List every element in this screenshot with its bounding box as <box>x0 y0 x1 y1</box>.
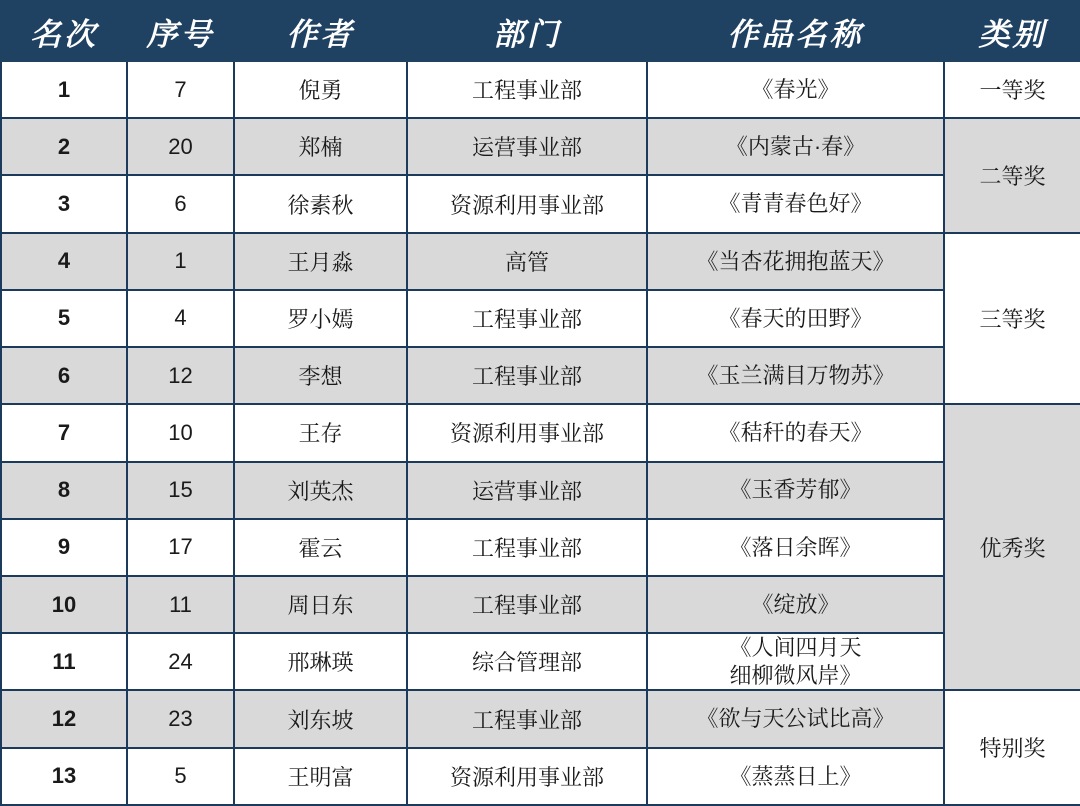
cell-author: 刘英杰 <box>234 462 407 519</box>
cell-title-line1: 《秸秆的春天》 <box>718 420 873 446</box>
cell-rank: 9 <box>1 519 127 576</box>
cell-seq: 7 <box>127 61 234 118</box>
cell-category: 特别奖 <box>944 690 1080 805</box>
cell-rank: 8 <box>1 462 127 519</box>
cell-author: 王明富 <box>234 748 407 805</box>
cell-author: 周日东 <box>234 576 407 633</box>
cell-seq: 15 <box>127 462 234 519</box>
cell-seq: 5 <box>127 748 234 805</box>
table-body <box>1 61 1080 805</box>
cell-title-line1: 《玉兰满目万物苏》 <box>696 362 895 388</box>
cell-rank: 13 <box>1 748 127 805</box>
cell-dept: 工程事业部 <box>407 690 647 747</box>
column-header-rank: 名次 <box>1 1 127 61</box>
cell-title <box>647 61 944 118</box>
cell-title <box>647 233 944 290</box>
cell-title-line1: 《绽放》 <box>751 591 840 617</box>
cell-rank: 4 <box>1 233 127 290</box>
cell-title <box>647 690 944 747</box>
cell-dept: 高管 <box>407 233 647 290</box>
cell-seq: 1 <box>127 233 234 290</box>
cell-author: 王月淼 <box>234 233 407 290</box>
cell-dept: 资源利用事业部 <box>407 404 647 461</box>
cell-title-line2: 细柳微风岸》 <box>729 662 862 688</box>
cell-title-line1: 《当杏花拥抱蓝天》 <box>696 248 895 274</box>
table-row <box>1 175 1080 232</box>
cell-seq: 10 <box>127 404 234 461</box>
cell-title-line1: 《春光》 <box>751 76 840 102</box>
table-row <box>1 576 1080 633</box>
cell-title <box>647 347 944 404</box>
cell-rank: 3 <box>1 175 127 232</box>
cell-title-line1: 《玉香芳郁》 <box>729 477 862 503</box>
cell-rank: 1 <box>1 61 127 118</box>
cell-author: 王存 <box>234 404 407 461</box>
table-row <box>1 118 1080 175</box>
cell-rank: 7 <box>1 404 127 461</box>
cell-title <box>647 175 944 232</box>
column-header-author: 作者 <box>234 1 407 61</box>
cell-seq: 6 <box>127 175 234 232</box>
table-row <box>1 404 1080 461</box>
cell-dept: 资源利用事业部 <box>407 748 647 805</box>
cell-title-line1: 《青青春色好》 <box>718 191 873 217</box>
cell-title <box>647 290 944 347</box>
cell-category: 优秀奖 <box>944 404 1080 690</box>
cell-title <box>647 633 944 690</box>
cell-author: 邢琳瑛 <box>234 633 407 690</box>
cell-seq: 24 <box>127 633 234 690</box>
cell-seq: 23 <box>127 690 234 747</box>
cell-seq: 20 <box>127 118 234 175</box>
cell-title-line1: 《内蒙古·春》 <box>725 134 866 160</box>
table-row <box>1 690 1080 747</box>
cell-rank: 12 <box>1 690 127 747</box>
cell-seq: 4 <box>127 290 234 347</box>
cell-category: 二等奖 <box>944 118 1080 232</box>
cell-dept: 资源利用事业部 <box>407 175 647 232</box>
cell-rank: 6 <box>1 347 127 404</box>
table-header <box>1 1 1080 61</box>
table-row <box>1 233 1080 290</box>
column-header-dept: 部门 <box>407 1 647 61</box>
cell-author: 刘东坡 <box>234 690 407 747</box>
column-header-category: 类别 <box>944 1 1080 61</box>
table-row <box>1 290 1080 347</box>
cell-author: 徐素秋 <box>234 175 407 232</box>
cell-seq: 11 <box>127 576 234 633</box>
cell-rank: 2 <box>1 118 127 175</box>
cell-title-line1: 《欲与天公试比高》 <box>696 706 895 732</box>
table-row <box>1 462 1080 519</box>
cell-title-line1: 《蒸蒸日上》 <box>729 763 862 789</box>
cell-author: 郑楠 <box>234 118 407 175</box>
cell-seq: 12 <box>127 347 234 404</box>
cell-category: 三等奖 <box>944 233 1080 405</box>
cell-dept: 工程事业部 <box>407 61 647 118</box>
table-row <box>1 347 1080 404</box>
cell-seq: 17 <box>127 519 234 576</box>
cell-dept: 综合管理部 <box>407 633 647 690</box>
cell-title-line1: 《落日余晖》 <box>729 534 862 560</box>
cell-rank: 10 <box>1 576 127 633</box>
cell-dept: 运营事业部 <box>407 462 647 519</box>
cell-title <box>647 748 944 805</box>
table-row <box>1 633 1080 690</box>
cell-dept: 工程事业部 <box>407 576 647 633</box>
cell-rank: 5 <box>1 290 127 347</box>
cell-dept: 工程事业部 <box>407 347 647 404</box>
cell-title <box>647 519 944 576</box>
cell-author: 倪勇 <box>234 61 407 118</box>
cell-title <box>647 404 944 461</box>
cell-author: 李想 <box>234 347 407 404</box>
table-row <box>1 519 1080 576</box>
cell-title <box>647 576 944 633</box>
table-row <box>1 61 1080 118</box>
cell-dept: 工程事业部 <box>407 290 647 347</box>
table-row <box>1 748 1080 805</box>
column-header-title: 作品名称 <box>647 1 944 61</box>
cell-title <box>647 118 944 175</box>
cell-title-line1: 《人间四月天 <box>729 635 862 661</box>
column-header-seq: 序号 <box>127 1 234 61</box>
cell-category: 一等奖 <box>944 61 1080 118</box>
cell-author: 罗小嫣 <box>234 290 407 347</box>
cell-rank: 11 <box>1 633 127 690</box>
cell-dept: 工程事业部 <box>407 519 647 576</box>
cell-title-line1: 《春天的田野》 <box>718 305 873 331</box>
cell-title <box>647 462 944 519</box>
cell-dept: 运营事业部 <box>407 118 647 175</box>
table-header-row <box>1 1 1080 61</box>
cell-author: 霍云 <box>234 519 407 576</box>
